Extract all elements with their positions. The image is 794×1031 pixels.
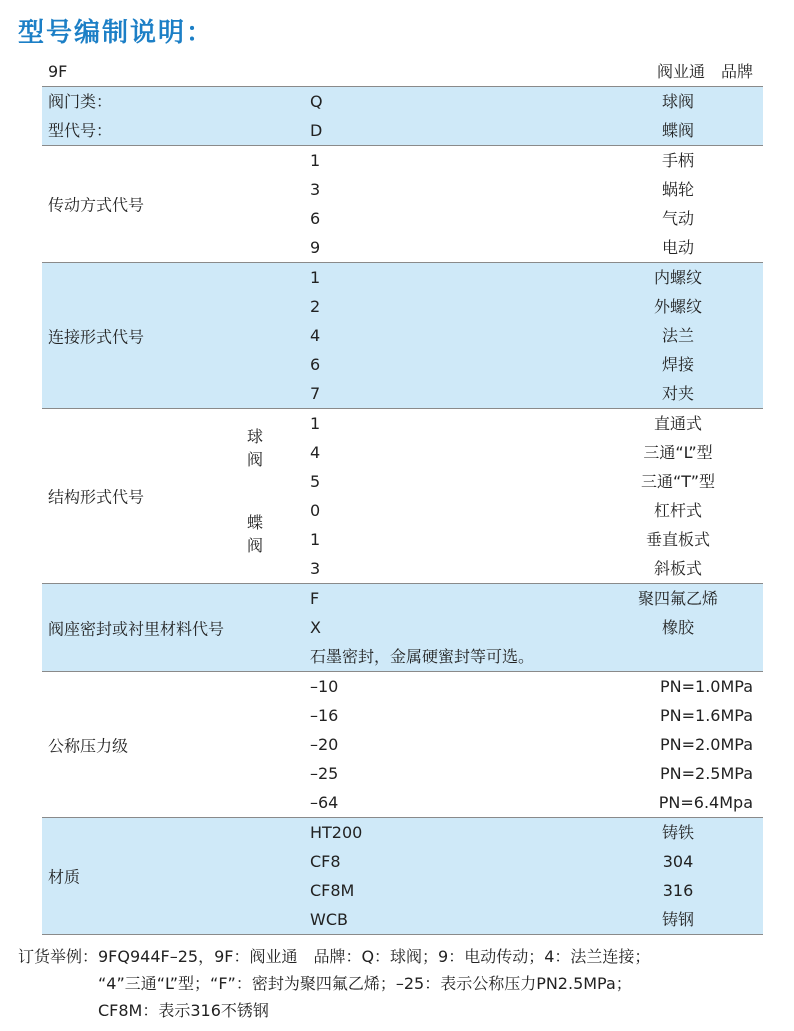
row-code: F bbox=[310, 589, 320, 608]
table-row bbox=[42, 116, 763, 145]
row-name: 气动 bbox=[661, 209, 694, 228]
row-name: 铸铁 bbox=[661, 823, 694, 842]
row-code: 1 bbox=[310, 268, 321, 287]
model-code-table bbox=[42, 57, 763, 935]
row-code: X bbox=[310, 618, 321, 637]
section-connection bbox=[42, 262, 763, 408]
table-row bbox=[42, 263, 763, 292]
row-code: CF8M bbox=[310, 881, 355, 900]
table-row bbox=[42, 759, 763, 788]
row-name: 法兰 bbox=[661, 326, 694, 345]
row-code: –25 bbox=[310, 764, 339, 783]
order-example-line: 订货举例：9FQ944F–25，9F：阀业通 品牌：Q：球阀；9：电动传动；4：法兰连接； bbox=[18, 947, 651, 966]
row-name: 三通“T”型 bbox=[640, 472, 715, 491]
row-name: 垂直板式 bbox=[645, 530, 710, 549]
row-code: HT200 bbox=[310, 823, 363, 842]
row-code: 1 bbox=[310, 414, 321, 433]
row-name: 316 bbox=[662, 881, 694, 900]
table-row bbox=[42, 642, 763, 671]
page-title: 型号编制说明： bbox=[18, 18, 215, 48]
section-seal bbox=[42, 583, 763, 671]
table-row bbox=[42, 584, 763, 613]
table-row bbox=[42, 321, 763, 350]
row-code: 2 bbox=[310, 297, 321, 316]
row-code: 9 bbox=[310, 238, 321, 257]
row-name: 橡胶 bbox=[661, 618, 694, 637]
row-code: 1 bbox=[310, 530, 321, 549]
table-row bbox=[42, 233, 763, 262]
order-example-line: CF8M：表示316不锈钢 bbox=[98, 1001, 269, 1020]
row-code: 5 bbox=[310, 472, 321, 491]
row-name: 蝶阀 bbox=[661, 121, 694, 140]
table-row bbox=[42, 876, 763, 905]
section-pressure bbox=[42, 671, 763, 817]
table-row bbox=[42, 525, 763, 554]
row-code: 0 bbox=[310, 501, 321, 520]
row-name: 直通式 bbox=[653, 414, 702, 433]
row-code: Q bbox=[310, 92, 323, 111]
row-name: 外螺纹 bbox=[653, 297, 702, 316]
row-name: 三通“L”型 bbox=[643, 443, 713, 462]
row-code: –16 bbox=[310, 706, 339, 725]
row-code: –64 bbox=[310, 793, 339, 812]
order-example bbox=[18, 943, 650, 1024]
table-row bbox=[42, 905, 763, 934]
ball-valve-char: 阀 bbox=[246, 450, 263, 469]
table-row bbox=[42, 87, 763, 116]
section-material bbox=[42, 817, 763, 935]
row-name: 手柄 bbox=[661, 151, 694, 170]
ball-valve-char: 球 bbox=[246, 427, 263, 446]
section-structure bbox=[42, 408, 763, 583]
butterfly-valve-char: 蝶 bbox=[246, 513, 263, 532]
row-name: 蜗轮 bbox=[661, 180, 694, 199]
table-row bbox=[42, 847, 763, 876]
table-row bbox=[42, 496, 763, 525]
butterfly-valve-char: 阀 bbox=[246, 536, 263, 555]
row-name: 铸钢 bbox=[661, 910, 694, 929]
section-label: 阀座密封或衬里材料代号 bbox=[48, 619, 225, 638]
row-code: 4 bbox=[310, 443, 321, 462]
row-code: CF8 bbox=[310, 852, 341, 871]
table-row bbox=[42, 730, 763, 759]
row-code: 7 bbox=[310, 384, 321, 403]
order-example-line: “4”三通“L”型；“F”：密封为聚四氟乙烯；–25：表示公称压力PN2.5MPa； bbox=[98, 974, 632, 993]
row-code: 1 bbox=[310, 151, 321, 170]
row-code: 3 bbox=[310, 180, 321, 199]
row-code: WCB bbox=[310, 910, 348, 929]
type-code-label: 型代号： bbox=[48, 121, 113, 140]
row-name: 304 bbox=[662, 852, 694, 871]
row-code: 3 bbox=[310, 559, 321, 578]
row-name: PN=1.0MPa bbox=[659, 677, 753, 696]
row-name: 斜板式 bbox=[653, 559, 702, 578]
table-row bbox=[42, 204, 763, 233]
table-row bbox=[42, 175, 763, 204]
row-name: 球阀 bbox=[661, 92, 694, 111]
section-label: 结构形式代号 bbox=[48, 487, 145, 507]
brand-label: 阀业通 品牌 bbox=[656, 62, 753, 81]
row-code: D bbox=[310, 121, 323, 140]
row-code: 6 bbox=[310, 355, 321, 374]
section-label: 连接形式代号 bbox=[48, 327, 145, 346]
row-name: 焊接 bbox=[661, 355, 694, 374]
section-label: 传动方式代号 bbox=[48, 195, 145, 215]
valve-class-label: 阀门类： bbox=[48, 92, 113, 111]
row-code: 6 bbox=[310, 209, 321, 228]
row-name: 电动 bbox=[661, 238, 694, 257]
table-row bbox=[42, 554, 763, 583]
table-row bbox=[42, 409, 763, 438]
row-name: PN=2.0MPa bbox=[659, 735, 753, 754]
table-header bbox=[42, 57, 763, 86]
table-row bbox=[42, 818, 763, 847]
row-code: –10 bbox=[310, 677, 339, 696]
section-label: 材质 bbox=[48, 867, 81, 887]
row-name: 杠杆式 bbox=[653, 501, 702, 520]
model-label: 9F bbox=[48, 62, 68, 81]
row-name: PN=2.5MPa bbox=[659, 764, 753, 783]
table-row bbox=[42, 350, 763, 379]
table-row bbox=[42, 379, 763, 408]
row-code: –20 bbox=[310, 735, 339, 754]
table-row bbox=[42, 146, 763, 175]
table-row bbox=[42, 292, 763, 321]
table-row bbox=[42, 467, 763, 496]
table-row bbox=[42, 613, 763, 642]
row-name: 聚四氟乙烯 bbox=[637, 589, 718, 608]
table-row bbox=[42, 672, 763, 701]
row-name: 对夹 bbox=[661, 384, 694, 403]
seal-note: 石墨密封，金属硬蜜封等可选。 bbox=[310, 647, 535, 666]
table-row bbox=[42, 438, 763, 467]
section-label: 公称压力级 bbox=[48, 736, 129, 755]
table-row bbox=[42, 788, 763, 817]
row-code: 4 bbox=[310, 326, 321, 345]
section-valve-type bbox=[42, 86, 763, 145]
row-name: 内螺纹 bbox=[653, 268, 702, 287]
section-drive bbox=[42, 145, 763, 262]
row-name: PN=1.6MPa bbox=[659, 706, 753, 725]
row-name: PN=6.4Mpa bbox=[658, 793, 753, 812]
table-row bbox=[42, 701, 763, 730]
